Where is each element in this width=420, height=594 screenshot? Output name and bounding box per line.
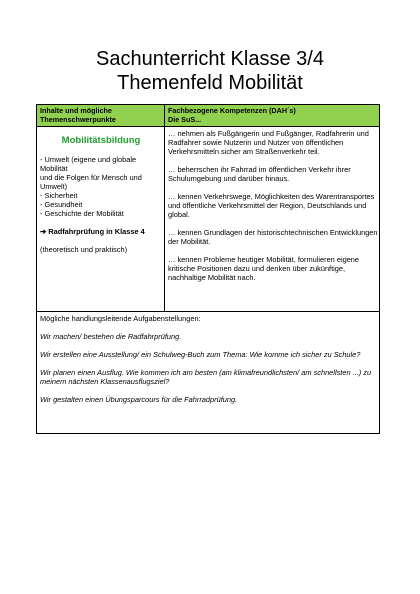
topic-item: - Gesundheit — [40, 200, 83, 209]
competency-item: … nehmen als Fußgängerin und Fußgänger, Radfahrerin und Radfahrer sowie Nutzerin und Nutzer von öffentlichen Verkehrsmitteln sicher am Straßenverkehr teil. — [168, 129, 369, 156]
header-contents: Inhalte und mögliche Themenschwerpunkte — [40, 106, 116, 124]
header-competencies-sub: Die SuS... — [168, 115, 202, 124]
header-competencies — [168, 106, 373, 124]
mobility-heading: Mobilitätsbildung — [61, 135, 141, 146]
contents-cell — [40, 133, 162, 254]
tasks-intro: Mögliche handlungsleitende Aufgabenstellungen: — [40, 314, 201, 323]
column-divider — [164, 105, 165, 311]
topic-item: und die Folgen für Mensch und Umwelt) — [40, 173, 142, 191]
competency-item: … beherrschen ihr Fahrrad im öffentlichen Verkehr ihrer Schulumgebung und darüber hinaus. — [168, 165, 351, 183]
competencies-cell — [168, 129, 378, 291]
topic-item: - Geschichte der Mobilität — [40, 209, 124, 218]
task-item: Wir gestalten einen Übungsparcours für die Fahrradprüfung. — [40, 395, 238, 404]
task-item: Wir machen/ bestehen die Radfahrprüfung. — [40, 332, 182, 341]
competency-item: … kennen Verkehrswege, Möglichkeiten des Warentransportes und öffentliche Verkehrsmittel der Region, Deutschlands und global. — [168, 192, 375, 219]
header-competencies-title: Fachbezogene Kompetenzen (DAH´s) — [168, 106, 296, 115]
cycling-exam-note: (theoretisch und praktisch) — [40, 245, 128, 254]
tasks-cell — [40, 314, 376, 413]
task-item: Wir planen einen Ausflug. Wie kommen ich am besten (am klimafreundlichsten/ am schnellsten ...) zu meinem nächsten Klassenausflugsziel? — [40, 368, 372, 386]
page-title: Sachunterricht Klasse 3/4 — [96, 48, 324, 70]
topic-item: - Sicherheit — [40, 191, 78, 200]
topic-item: - Umwelt (eigene und globale Mobilität — [40, 155, 137, 173]
curriculum-table — [36, 104, 380, 434]
cycling-exam-item: ➔ Radfahrprüfung in Klasse 4 — [40, 227, 145, 236]
task-item: Wir erstellen eine Ausstellung/ ein Schulweg-Buch zum Thema: Wie komme ich sicher zu Schule? — [40, 350, 361, 359]
competency-item: … kennen Probleme heutiger Mobilität, formulieren eigene kritische Positionen dazu und denken über zukünftige, nachhaltige Mobilität nach. — [168, 255, 360, 282]
competency-item: … kennen Grundlagen der historischtechnischen Entwicklungen der Mobilität. — [168, 228, 378, 246]
row-divider — [37, 311, 379, 312]
page-subtitle: Themenfeld Mobilität — [117, 72, 303, 94]
